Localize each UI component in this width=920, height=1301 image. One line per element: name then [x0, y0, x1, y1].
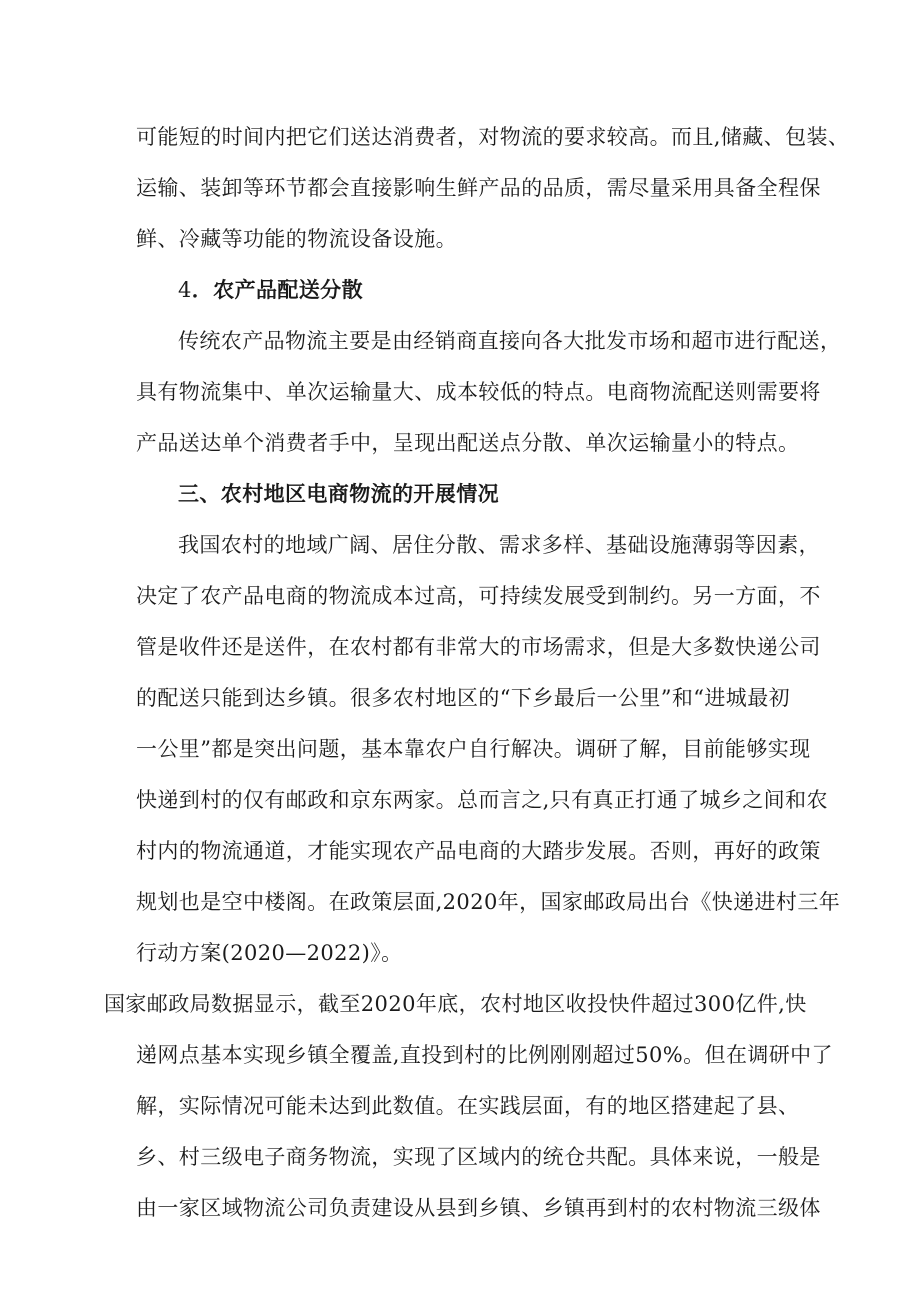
text-line: 的配送只能到达乡镇。很多农村地区的“下乡最后一公里”和“进城最初 — [136, 686, 791, 710]
section-heading-4 — [136, 265, 786, 316]
text-line: 国家邮政局数据显示，截至2020年底，农村地区收投快件超过300亿件,快 — [104, 992, 807, 1016]
text-line: 我国农村的地域广阔、居住分散、需求多样、基础设施薄弱等因素， — [178, 533, 820, 557]
paragraph-rural-logistics — [136, 520, 841, 979]
text-line: 乡、村三级电子商务物流，实现了区域内的统仓共配。具体来说，一般是 — [136, 1145, 821, 1169]
text-line: 规划也是空中楼阁。在政策层面,2020年，国家邮政局出台《快递进村三年 — [136, 890, 841, 914]
document-body — [104, 112, 850, 1234]
text-line: 管是收件还是送件，在农村都有非常大的市场需求，但是大多数快递公司 — [136, 635, 821, 659]
text-line: 解，实际情况可能未达到此数值。在实践层面，有的地区搭建起了县、 — [136, 1094, 800, 1118]
text-line: 递网点基本实现乡镇全覆盖,直投到村的比例刚刚超过50%。但在调研中了 — [136, 1043, 833, 1067]
text-line: 一公里”都是突出问题，基本靠农户自行解决。调研了解，目前能够实现 — [136, 737, 811, 761]
paragraph-cold-chain — [136, 112, 850, 265]
text-line: 产品送达单个消费者手中，呈现出配送点分散、单次运输量小的特点。 — [136, 431, 800, 455]
text-line: 传统农产品物流主要是由经销商直接向各大批发市场和超市进行配送， — [178, 329, 842, 353]
text-line: 具有物流集中、单次运输量大、成本较低的特点。电商物流配送则需要将 — [136, 380, 821, 404]
text-line: 由一家区域物流公司负责建设从县到乡镇、乡镇再到村的农村物流三级体 — [136, 1196, 821, 1220]
paragraph-postal-data — [104, 979, 833, 1234]
text-line: 运输、装卸等环节都会直接影响生鲜产品的品质，需尽量采用具备全程保 — [136, 176, 821, 200]
text-line: 行动方案(2020—2022)》。 — [136, 941, 403, 965]
text-line: 决定了农产品电商的物流成本过高，可持续发展受到制约。另一方面，不 — [136, 584, 821, 608]
text-line: 鲜、冷藏等功能的物流设备设施。 — [136, 227, 457, 251]
text-line: 村内的物流通道，才能实现农产品电商的大踏步发展。否则，再好的政策 — [136, 839, 821, 863]
heading-text: 三、农村地区电商物流的开展情况 — [178, 482, 499, 506]
section-heading-3 — [136, 469, 786, 520]
heading-text: ．农产品配送分散 — [191, 278, 363, 302]
text-line: 可能短的时间内把它们送达消费者，对物流的要求较高。而且,储藏、包装、 — [136, 125, 850, 149]
paragraph-distribution — [136, 316, 842, 469]
heading-number: 4 — [178, 278, 192, 302]
text-line: 快递到村的仅有邮政和京东两家。总而言之,只有真正打通了城乡之间和农 — [136, 788, 828, 812]
